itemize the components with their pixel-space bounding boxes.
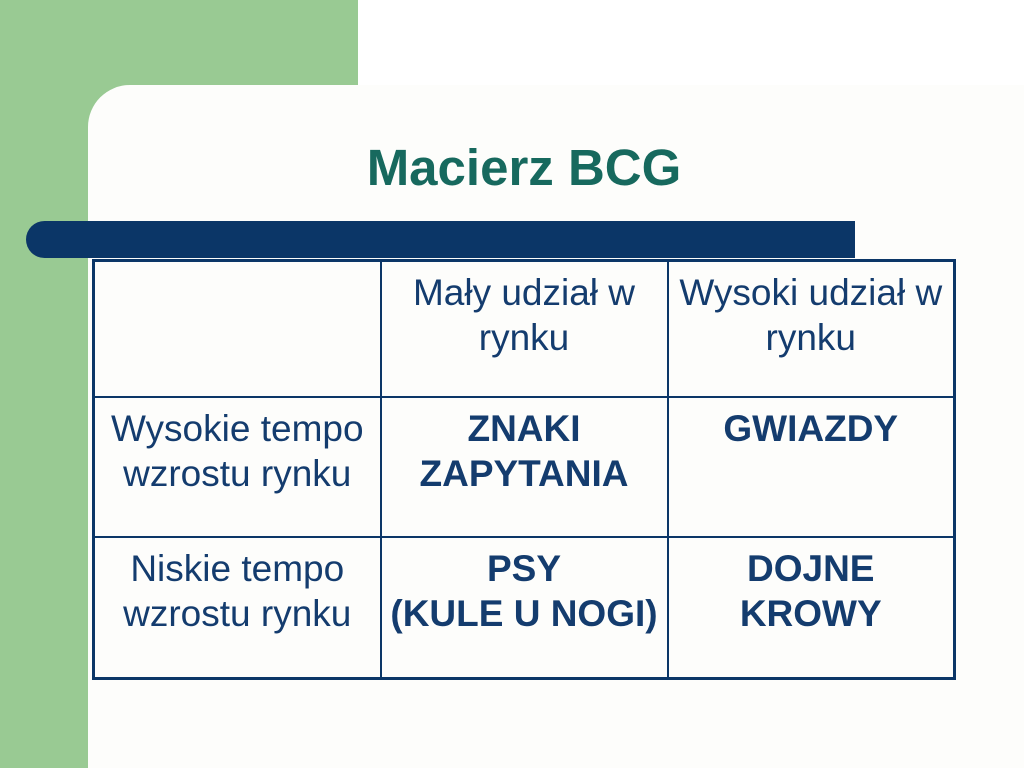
cell-dogs-line1: PSY	[486, 548, 562, 589]
header-low-market-share: Mały udział w rynku	[381, 261, 668, 398]
row-label-low-growth: Niskie tempo wzrostu rynku	[94, 537, 381, 679]
header-high-market-share: Wysoki udział w rynku	[668, 261, 955, 398]
row-label-high-growth: Wysokie tempo wzrostu rynku	[94, 397, 381, 537]
cell-cash-cows: DOJNE KROWY	[668, 537, 955, 679]
high-growth-row	[94, 397, 955, 537]
title-underline-bar	[26, 221, 855, 258]
low-growth-row	[94, 537, 955, 679]
cell-dogs-line2: (KULE U NOGI)	[390, 593, 658, 634]
slide-title: Macierz BCG	[366, 139, 682, 196]
cell-question-marks: ZNAKI ZAPYTANIA	[381, 397, 668, 537]
header-empty-cell	[94, 261, 381, 398]
table-header-row	[94, 261, 955, 398]
cell-dogs	[381, 537, 668, 679]
cell-stars: GWIAZDY	[668, 397, 955, 537]
bcg-matrix-table	[92, 259, 956, 680]
